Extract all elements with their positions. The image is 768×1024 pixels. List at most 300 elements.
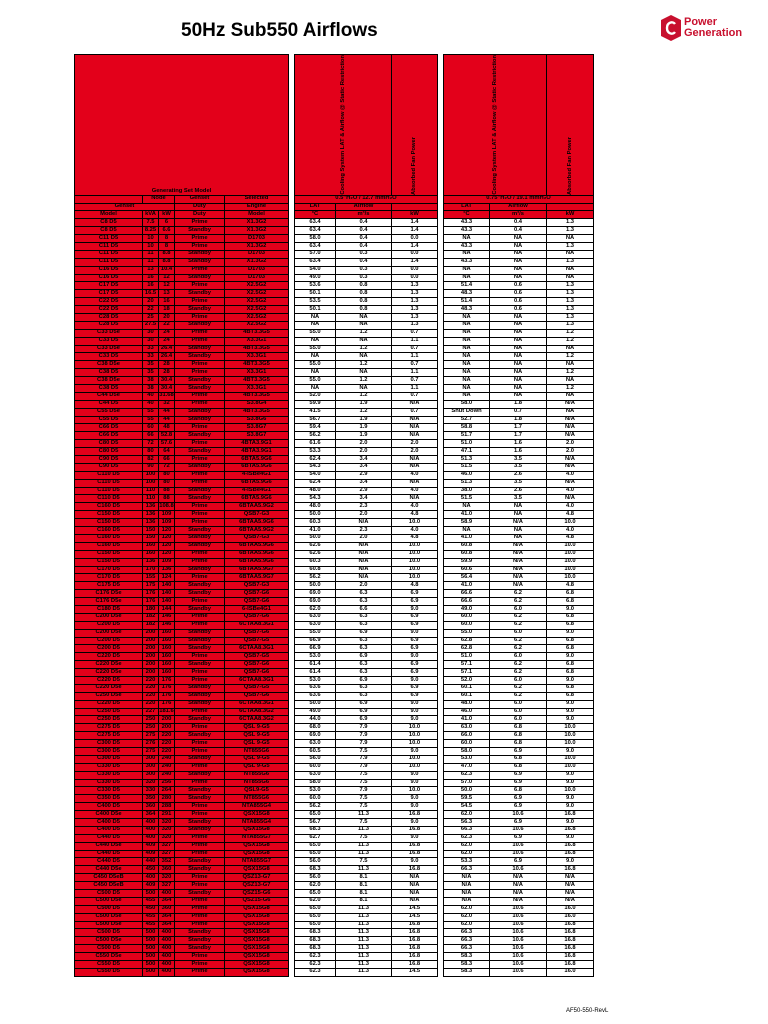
cell-fan-power-2: 10.0 <box>547 763 594 771</box>
cell-lat-1: 41.5 <box>295 408 336 416</box>
cell-model: C150 D5 <box>75 511 143 519</box>
kva-header: kVA <box>143 211 159 219</box>
cell-engine: 6BTA5.9G6 <box>225 479 289 487</box>
cell-lat-1: 63.4 <box>295 219 336 227</box>
cell-kva: 500 <box>143 961 159 969</box>
cell-model: C400 D5 <box>75 803 143 811</box>
cell-engine: QSZ13-G7 <box>225 882 289 890</box>
cell-fan-power-1: N/A <box>392 479 438 487</box>
cell-fan-power-1: 10.0 <box>392 558 438 566</box>
cell-airflow-1: 0.3 <box>336 266 392 274</box>
cell-duty: Standby <box>175 929 225 937</box>
table-row <box>75 661 594 669</box>
cell-lat-1: 62.0 <box>295 605 336 613</box>
unit-kw-2: kW <box>547 211 594 219</box>
cell-airflow-1: 8.1 <box>336 882 392 890</box>
cell-lat-1: 54.3 <box>295 463 336 471</box>
cell-lat-1: 58.0 <box>295 235 336 243</box>
cell-model: C55 D5 <box>75 416 143 424</box>
cell-duty: Standby <box>175 826 225 834</box>
cell-kw: 52.8 <box>159 432 175 440</box>
cell-lat-1: 65.0 <box>295 842 336 850</box>
cell-model: C500 D5e <box>75 937 143 945</box>
cell-fan-power-2: NA <box>547 274 594 282</box>
cell-lat-2: 51.0 <box>444 440 490 448</box>
cell-lat-1: 50.0 <box>295 582 336 590</box>
cell-lat-2: NA <box>444 314 490 322</box>
cell-engine: QSB7-G5 <box>225 684 289 692</box>
table-row <box>75 945 594 953</box>
cell-model: C500 D5e <box>75 913 143 921</box>
cell-kw: 26.4 <box>159 353 175 361</box>
cell-fan-power-1: 9.0 <box>392 629 438 637</box>
cell-fan-power-2: 4.0 <box>547 527 594 535</box>
cell-fan-power-2: 6.8 <box>547 637 594 645</box>
cell-kva: 400 <box>143 826 159 834</box>
cell-lat-1: 63.4 <box>295 227 336 235</box>
cell-airflow-2: 10.6 <box>490 913 547 921</box>
cell-kw: 28 <box>159 361 175 369</box>
cell-kw: 28 <box>159 369 175 377</box>
cell-lat-1: 50.0 <box>295 700 336 708</box>
cell-kw: 12 <box>159 274 175 282</box>
cell-lat-1: 65.0 <box>295 850 336 858</box>
cell-kw: 24 <box>159 329 175 337</box>
cell-lat-2: 46.0 <box>444 708 490 716</box>
cell-fan-power-1: 16.8 <box>392 929 438 937</box>
cell-airflow-1: 7.9 <box>336 724 392 732</box>
cell-engine: 6BTAA5.9G2 <box>225 527 289 535</box>
cell-kw: 146 <box>159 621 175 629</box>
cell-lat-1: 62.7 <box>295 834 336 842</box>
cell-kva: 25 <box>143 314 159 322</box>
cell-duty: Prime <box>175 842 225 850</box>
cell-airflow-1: 6.3 <box>336 692 392 700</box>
cell-airflow-2: N/A <box>490 582 547 590</box>
table-row <box>75 819 594 827</box>
cell-fan-power-1: 1.1 <box>392 337 438 345</box>
table-row <box>75 298 594 306</box>
cell-model: C275 D5 <box>75 732 143 740</box>
cell-airflow-1: 11.3 <box>336 945 392 953</box>
cell-model: C150 D5 <box>75 558 143 566</box>
cell-kw: 20 <box>159 314 175 322</box>
cell-airflow-2: 10.6 <box>490 921 547 929</box>
cell-fan-power-1: 16.8 <box>392 961 438 969</box>
cell-duty: Prime <box>175 913 225 921</box>
table-row <box>75 250 594 258</box>
cell-lat-1: 66.9 <box>295 637 336 645</box>
cell-lat-1: 63.0 <box>295 740 336 748</box>
cell-fan-power-2: 16.8 <box>547 961 594 969</box>
cell-fan-power-2: 1.3 <box>547 258 594 266</box>
cell-lat-1: NA <box>295 353 336 361</box>
cell-lat-2: 60.8 <box>444 542 490 550</box>
cell-engine: QSL 9-G5 <box>225 740 289 748</box>
cell-lat-2: 62.0 <box>444 850 490 858</box>
cell-airflow-2: 6.2 <box>490 598 547 606</box>
cell-fan-power-1: 0.7 <box>392 329 438 337</box>
cell-lat-2: 51.3 <box>444 479 490 487</box>
cell-lat-1: 60.0 <box>295 763 336 771</box>
cell-lat-1: 69.0 <box>295 590 336 598</box>
table-row <box>75 724 594 732</box>
cell-lat-1: 44.0 <box>295 716 336 724</box>
cell-fan-power-1: 9.0 <box>392 858 438 866</box>
cell-fan-power-2: N/A <box>547 874 594 882</box>
cell-duty: Standby <box>175 890 225 898</box>
cell-fan-power-2: 6.8 <box>547 692 594 700</box>
cell-duty: Prime <box>175 242 225 250</box>
cell-airflow-2: NA <box>490 329 547 337</box>
cell-fan-power-1: N/A <box>392 416 438 424</box>
table-row <box>75 937 594 945</box>
cell-model: C28 D5 <box>75 314 143 322</box>
cell-engine: QSX15G8 <box>225 929 289 937</box>
cell-airflow-1: 3.4 <box>336 495 392 503</box>
cell-engine: D1703 <box>225 274 289 282</box>
table-row <box>75 676 594 684</box>
cell-duty: Standby <box>175 527 225 535</box>
cell-engine: 4-ISBe4G1 <box>225 471 289 479</box>
cell-fan-power-1: 6.9 <box>392 621 438 629</box>
cell-kva: 40 <box>143 392 159 400</box>
cell-fan-power-1: 0.7 <box>392 377 438 385</box>
cell-lat-1: 60.5 <box>295 747 336 755</box>
airflow-header-1: Airflow <box>336 203 392 211</box>
cell-airflow-2: 6.9 <box>490 779 547 787</box>
table-row <box>75 440 594 448</box>
cell-engine: QSX15G8 <box>225 961 289 969</box>
cell-engine: QSL 9-G5 <box>225 732 289 740</box>
cell-model: C400 D5 <box>75 819 143 827</box>
table-row <box>75 858 594 866</box>
cell-engine: QSB7-G3 <box>225 582 289 590</box>
cell-airflow-2: 10.6 <box>490 937 547 945</box>
cell-lat-2: 62.0 <box>444 811 490 819</box>
cell-model: C176 D5e <box>75 590 143 598</box>
cell-model: C300 D5 <box>75 747 143 755</box>
table-row <box>75 558 594 566</box>
cell-lat-2: 47.1 <box>444 448 490 456</box>
cell-airflow-1: 1.2 <box>336 392 392 400</box>
cell-engine: QSZ15-G6 <box>225 890 289 898</box>
condition-header-2: 0.75"H₂O / 19.1 mmH₂O <box>444 195 594 203</box>
cell-airflow-2: 10.6 <box>490 929 547 937</box>
cell-duty: Prime <box>175 558 225 566</box>
cell-kw: 327 <box>159 850 175 858</box>
cell-kva: 100 <box>143 479 159 487</box>
cell-engine: QSL 9-G5 <box>225 755 289 763</box>
cell-lat-2: 50.0 <box>444 787 490 795</box>
cell-kva: 220 <box>143 700 159 708</box>
cell-engine: QSX15G8 <box>225 921 289 929</box>
cell-kva: 182 <box>143 621 159 629</box>
cell-engine: 6BTAA5.9G2 <box>225 503 289 511</box>
cell-fan-power-2: 16.8 <box>547 811 594 819</box>
cell-kva: 7.5 <box>143 219 159 227</box>
cell-airflow-1: 11.3 <box>336 811 392 819</box>
cell-model: C550 D5 <box>75 968 143 976</box>
cell-kw: 360 <box>159 866 175 874</box>
cell-duty: Standby <box>175 566 225 574</box>
cell-airflow-2: 6.0 <box>490 629 547 637</box>
cell-kva: 276 <box>143 740 159 748</box>
cell-fan-power-1: 16.8 <box>392 937 438 945</box>
cell-airflow-1: 8.1 <box>336 897 392 905</box>
table-row <box>75 716 594 724</box>
cell-model: C33 D5 <box>75 337 143 345</box>
cell-fan-power-2: 2.0 <box>547 440 594 448</box>
cell-airflow-2: 6.2 <box>490 692 547 700</box>
cell-kva: 200 <box>143 661 159 669</box>
cell-duty: Standby <box>175 732 225 740</box>
cell-engine: QSZ15-G6 <box>225 897 289 905</box>
cell-fan-power-1: 10.0 <box>392 732 438 740</box>
cell-fan-power-1: 9.0 <box>392 747 438 755</box>
cell-fan-power-2: 16.8 <box>547 945 594 953</box>
cell-fan-power-1: 9.0 <box>392 700 438 708</box>
cell-airflow-2: 6.9 <box>490 834 547 842</box>
cell-lat-1: 54.0 <box>295 266 336 274</box>
cell-kva: 275 <box>143 732 159 740</box>
cell-model: C33 D5e <box>75 345 143 353</box>
cell-lat-1: 56.0 <box>295 874 336 882</box>
cell-fan-power-1: 14.5 <box>392 905 438 913</box>
cell-lat-1: 63.6 <box>295 684 336 692</box>
cell-fan-power-1: 10.0 <box>392 566 438 574</box>
cell-engine: 6CTAA8.3G1 <box>225 700 289 708</box>
cell-airflow-2: NA <box>490 314 547 322</box>
cell-kw: 44 <box>159 416 175 424</box>
cell-model: C500 D5 <box>75 905 143 913</box>
cell-fan-power-2: 6.8 <box>547 590 594 598</box>
cell-kw: 400 <box>159 937 175 945</box>
cell-lat-1: 65.0 <box>295 921 336 929</box>
cell-engine: X1.3G2 <box>225 258 289 266</box>
cell-lat-1: 63.4 <box>295 258 336 266</box>
cell-model: C220 D5 <box>75 676 143 684</box>
cell-kva: 90 <box>143 463 159 471</box>
cell-lat-2: 58.0 <box>444 747 490 755</box>
cell-duty: Standby <box>175 945 225 953</box>
table-row <box>75 235 594 243</box>
table-row <box>75 613 594 621</box>
cell-kva: 200 <box>143 629 159 637</box>
table-row <box>75 897 594 905</box>
logo-line-1: Power <box>684 16 718 28</box>
cell-kw: 400 <box>159 968 175 976</box>
table-row <box>75 511 594 519</box>
cell-fan-power-1: 2.0 <box>392 440 438 448</box>
cell-lat-2: NA <box>444 321 490 329</box>
cell-duty: Prime <box>175 424 225 432</box>
cell-lat-1: 56.2 <box>295 432 336 440</box>
cell-fan-power-1: N/A <box>392 882 438 890</box>
cell-kw: 32 <box>159 400 175 408</box>
cell-lat-1: 49.0 <box>295 708 336 716</box>
cell-fan-power-2: 1.3 <box>547 314 594 322</box>
cell-engine: X3.3G1 <box>225 337 289 345</box>
cell-lat-2: 60.6 <box>444 566 490 574</box>
cell-lat-1: 60.0 <box>295 795 336 803</box>
cell-fan-power-1: 4.0 <box>392 471 438 479</box>
cell-lat-1: 65.0 <box>295 905 336 913</box>
cell-lat-2: 52.7 <box>444 416 490 424</box>
cell-kw: 160 <box>159 669 175 677</box>
cell-duty: Prime <box>175 503 225 511</box>
selected-header: Selected <box>225 195 289 203</box>
cell-engine: 4BT3.3G5 <box>225 361 289 369</box>
cell-model: C11 D5 <box>75 242 143 250</box>
table-row <box>75 692 594 700</box>
cell-lat-2: NA <box>444 385 490 393</box>
cell-fan-power-2: 10.0 <box>547 566 594 574</box>
cell-lat-2: 43.3 <box>444 242 490 250</box>
cell-duty: Standby <box>175 858 225 866</box>
cell-fan-power-2: 9.0 <box>547 629 594 637</box>
cell-lat-2: 66.3 <box>444 929 490 937</box>
table-row <box>75 590 594 598</box>
cell-fan-power-2: 16.8 <box>547 842 594 850</box>
unit-flow-1: m³/s <box>336 211 392 219</box>
cell-airflow-2: 6.0 <box>490 605 547 613</box>
cell-airflow-1: 2.0 <box>336 448 392 456</box>
cell-engine: 6BTAA5.9G6 <box>225 550 289 558</box>
cell-duty: Standby <box>175 534 225 542</box>
cell-kw: 44 <box>159 408 175 416</box>
cell-fan-power-2: 1.2 <box>547 369 594 377</box>
cell-fan-power-2: 9.0 <box>547 834 594 842</box>
cell-kva: 200 <box>143 637 159 645</box>
cell-kw: 240 <box>159 771 175 779</box>
cell-fan-power-2: 9.0 <box>547 819 594 827</box>
cell-model: C90 D5 <box>75 463 143 471</box>
table-row <box>75 534 594 542</box>
cell-kva: 250 <box>143 724 159 732</box>
cell-airflow-1: 6.3 <box>336 661 392 669</box>
cell-duty: Prime <box>175 897 225 905</box>
cell-airflow-2: 0.7 <box>490 408 547 416</box>
table-row <box>75 771 594 779</box>
cell-airflow-1: 3.4 <box>336 456 392 464</box>
cell-fan-power-2: 16.8 <box>547 921 594 929</box>
cell-model: C500 D5e <box>75 921 143 929</box>
cell-fan-power-2: NA <box>547 408 594 416</box>
cell-model: C8 D5 <box>75 227 143 235</box>
cell-fan-power-2: N/A <box>547 432 594 440</box>
cell-airflow-2: 10.6 <box>490 945 547 953</box>
cell-kva: 155 <box>143 574 159 582</box>
cell-fan-power-1: 2.0 <box>392 448 438 456</box>
cell-kw: 176 <box>159 692 175 700</box>
cell-lat-1: 68.3 <box>295 929 336 937</box>
cell-duty: Prime <box>175 471 225 479</box>
cell-airflow-1: N/A <box>336 550 392 558</box>
cell-airflow-2: 6.8 <box>490 763 547 771</box>
cell-duty: Prime <box>175 266 225 274</box>
table-row <box>75 274 594 282</box>
cell-kw: 240 <box>159 763 175 771</box>
cell-airflow-2: 6.0 <box>490 700 547 708</box>
cell-fan-power-1: 9.0 <box>392 605 438 613</box>
cell-lat-1: 56.0 <box>295 858 336 866</box>
cell-airflow-2: 6.0 <box>490 716 547 724</box>
cell-lat-1: 50.1 <box>295 290 336 298</box>
table-row <box>75 266 594 274</box>
cell-kw: 8.8 <box>159 258 175 266</box>
cell-fan-power-2: 16.8 <box>547 937 594 945</box>
cell-fan-power-1: 0.7 <box>392 361 438 369</box>
table-row <box>75 345 594 353</box>
cell-kva: 400 <box>143 834 159 842</box>
cell-duty: Prime <box>175 803 225 811</box>
cell-duty: Standby <box>175 866 225 874</box>
cell-kw: 320 <box>159 834 175 842</box>
cell-model: C38 D5 <box>75 369 143 377</box>
cell-kva: 27.5 <box>143 321 159 329</box>
cell-duty: Standby <box>175 637 225 645</box>
cell-kw: 140 <box>159 590 175 598</box>
cell-kva: 80 <box>143 448 159 456</box>
cell-kw: 12 <box>159 282 175 290</box>
cell-kva: 220 <box>143 676 159 684</box>
cell-fan-power-2: 9.0 <box>547 858 594 866</box>
cell-airflow-1: 0.3 <box>336 274 392 282</box>
table-row <box>75 353 594 361</box>
cell-kva: 330 <box>143 787 159 795</box>
cell-kva: 450 <box>143 905 159 913</box>
cell-duty: Standby <box>175 645 225 653</box>
cell-lat-2: 66.0 <box>444 732 490 740</box>
table-row <box>75 953 594 961</box>
cell-engine: QSB7-G5 <box>225 637 289 645</box>
table-row <box>75 637 594 645</box>
cell-airflow-2: N/A <box>490 890 547 898</box>
cell-engine: QSX15G8 <box>225 945 289 953</box>
cell-engine: NT855G6 <box>225 771 289 779</box>
cell-fan-power-2: 9.0 <box>547 605 594 613</box>
cell-kva: 110 <box>143 487 159 495</box>
cell-lat-2: 53.3 <box>444 858 490 866</box>
cell-lat-2: N/A <box>444 882 490 890</box>
cell-airflow-2: 1.6 <box>490 448 547 456</box>
cell-model: C17 D5 <box>75 282 143 290</box>
cell-kva: 55 <box>143 416 159 424</box>
table-row <box>75 605 594 613</box>
cell-airflow-1: 6.9 <box>336 653 392 661</box>
cell-kva: 38 <box>143 385 159 393</box>
cell-fan-power-1: N/A <box>392 424 438 432</box>
cell-kva: 150 <box>143 534 159 542</box>
cell-airflow-2: 0.4 <box>490 227 547 235</box>
cell-kw: 109 <box>159 511 175 519</box>
cell-kva: 38 <box>143 377 159 385</box>
cell-duty: Standby <box>175 590 225 598</box>
cell-fan-power-2: 6.8 <box>547 669 594 677</box>
table-row <box>75 574 594 582</box>
table-row <box>75 329 594 337</box>
cell-kva: 160 <box>143 550 159 558</box>
cell-fan-power-2: 10.0 <box>547 787 594 795</box>
table-row <box>75 314 594 322</box>
cell-kw: 364 <box>159 897 175 905</box>
table-row <box>75 503 594 511</box>
cell-airflow-2: N/A <box>490 542 547 550</box>
cell-kva: 8.25 <box>143 227 159 235</box>
airflow-header-2: Airflow <box>490 203 547 211</box>
cell-duty: Standby <box>175 385 225 393</box>
